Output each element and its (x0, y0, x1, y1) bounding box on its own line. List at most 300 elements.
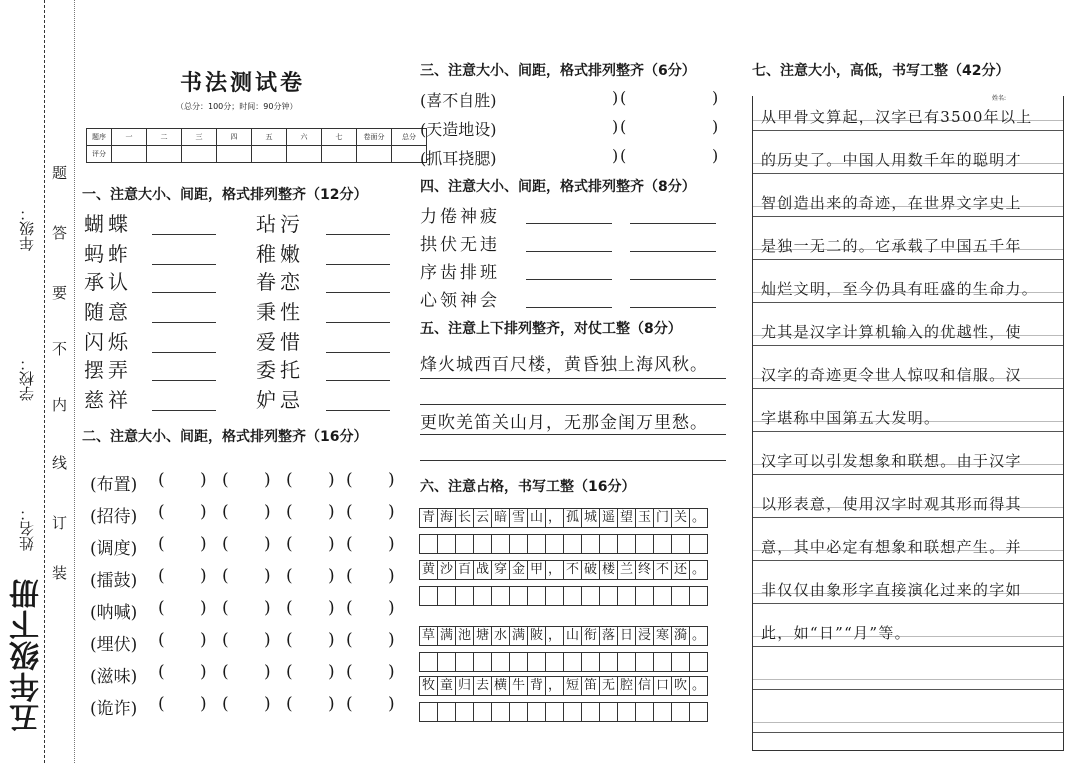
paren-close: ) (328, 566, 335, 586)
section4-word: 拱伏无违 (420, 235, 500, 255)
score-table-score-row (87, 146, 427, 163)
grid-cell: 城 (581, 508, 600, 528)
grid-cell-empty (653, 534, 672, 554)
grid-cell-empty (563, 702, 582, 722)
grid-cell: 童 (437, 676, 456, 696)
section1-heading: 一、注意大小、间距，格式排列整齐（12分） (82, 187, 368, 203)
grid-cell-empty (653, 586, 672, 606)
answer-blank (152, 322, 216, 323)
character-grid-row (420, 676, 708, 696)
character-grid-row (420, 626, 708, 646)
paren-close: ) (712, 146, 719, 165)
answer-blank (526, 223, 612, 224)
character-grid-row-empty (420, 534, 708, 554)
grid-cell-empty (617, 702, 636, 722)
paper-rule (753, 517, 1063, 518)
grid-cell-empty (671, 652, 690, 672)
grid-cell-empty (563, 534, 582, 554)
score-table-cell (252, 146, 287, 163)
grid-cell-empty (491, 652, 510, 672)
grid-cell-empty (635, 586, 654, 606)
paper-rule (753, 560, 1063, 561)
grid-cell: 无 (599, 676, 618, 696)
grid-cell: 关 (671, 508, 690, 528)
class-label: 年级： (18, 206, 36, 251)
paren-close: ) (264, 630, 271, 650)
paren-close: ) (264, 598, 271, 618)
paren-open: ( (346, 502, 353, 522)
grid-cell-empty (545, 534, 564, 554)
grid-cell: 青 (419, 508, 438, 528)
grid-cell: 海 (437, 508, 456, 528)
grid-cell: 水 (491, 626, 510, 646)
grid-cell-empty (635, 652, 654, 672)
grid-cell: 百 (455, 560, 474, 580)
paren-open: ( (346, 694, 353, 714)
seal-char: 不 (52, 340, 68, 358)
score-table-cell: 总分 (392, 129, 427, 146)
answer-blank (152, 264, 216, 265)
answer-blank (326, 292, 390, 293)
paren-close: ) (200, 598, 207, 618)
paren-open: ( (620, 117, 627, 136)
grid-cell: 笛 (581, 676, 600, 696)
grid-cell: 雪 (509, 508, 528, 528)
score-table-cell: 二 (147, 129, 182, 146)
grid-cell-empty (653, 652, 672, 672)
grid-cell: 山 (527, 508, 546, 528)
paren-close: ) (200, 534, 207, 554)
score-table (86, 128, 427, 163)
grid-cell: 寒 (653, 626, 672, 646)
section2-word: (诡诈) (90, 699, 138, 719)
section2-word: (埋伏) (90, 635, 138, 655)
grid-cell: 去 (473, 676, 492, 696)
paper-rule (753, 474, 1063, 475)
paren-open: ( (286, 534, 293, 554)
answer-blank (152, 410, 216, 411)
grid-cell: 不 (563, 560, 582, 580)
paren-close: ) (388, 566, 395, 586)
grid-cell-empty (635, 534, 654, 554)
paren-close: ) (388, 598, 395, 618)
paren-close: ) (328, 598, 335, 618)
grid-cell: 归 (455, 676, 474, 696)
paren-close: ) (388, 534, 395, 554)
grid-cell: 暗 (491, 508, 510, 528)
grid-cell-empty (455, 702, 474, 722)
grid-cell-empty (527, 586, 546, 606)
section5-underline-4 (420, 460, 726, 461)
score-table-cell (217, 146, 252, 163)
paren-open: ( (222, 598, 229, 618)
grid-cell: ， (545, 508, 564, 528)
paren-close: ) (264, 566, 271, 586)
essay-line: 尤其是汉字计算机输入的优越性，使 (761, 323, 1022, 341)
paren-close: ) (200, 502, 207, 522)
paper-subrule (753, 722, 1063, 723)
essay-line: 是独一无二的。它承载了中国五千年 (761, 237, 1022, 255)
grid-cell-empty (509, 534, 528, 554)
grid-cell: 信 (635, 676, 654, 696)
paren-open: ( (286, 566, 293, 586)
score-table-cell: 一 (112, 129, 147, 146)
grid-cell: 短 (563, 676, 582, 696)
grid-cell: ， (545, 560, 564, 580)
grid-cell-empty (689, 702, 708, 722)
paper-rule (753, 431, 1063, 432)
paren-open: ( (158, 566, 165, 586)
grid-cell: 金 (509, 560, 528, 580)
paren-close: ) (264, 694, 271, 714)
paren-close: ) (612, 88, 619, 107)
grid-cell-empty (419, 652, 438, 672)
grid-cell-empty (527, 652, 546, 672)
paren-open: ( (346, 470, 353, 490)
paren-close: ) (328, 470, 335, 490)
grid-cell-empty (509, 586, 528, 606)
grid-cell-empty (617, 534, 636, 554)
paren-open: ( (286, 502, 293, 522)
grid-cell-empty (581, 586, 600, 606)
section5-heading: 五、注意上下排列整齐，对仗工整（8分） (420, 321, 682, 337)
score-table-header-row (87, 129, 427, 146)
section1-word-right: 委托 (256, 358, 304, 382)
paren-open: ( (620, 88, 627, 107)
grid-cell-empty (419, 702, 438, 722)
grid-cell: 楼 (599, 560, 618, 580)
answer-blank (630, 251, 716, 252)
score-table-cell (147, 146, 182, 163)
grid-cell: 门 (653, 508, 672, 528)
grid-cell: 。 (689, 508, 708, 528)
score-table-cell: 七 (322, 129, 357, 146)
grid-cell-empty (527, 534, 546, 554)
section1-word-left: 承认 (84, 270, 132, 294)
character-grid-row (420, 560, 708, 580)
section3-heading: 三、注意大小、间距，格式排列整齐（6分） (420, 63, 696, 79)
essay-line: 意，其中必定有想象和联想产生。并 (761, 538, 1022, 556)
grid-cell-empty (455, 534, 474, 554)
grid-cell: 还 (671, 560, 690, 580)
paper-rule (753, 603, 1063, 604)
grid-cell: 战 (473, 560, 492, 580)
score-table-cell: 题序 (87, 129, 112, 146)
section2-word: (布置) (90, 475, 138, 495)
answer-blank (526, 251, 612, 252)
grid-cell-empty (563, 586, 582, 606)
paren-close: ) (264, 662, 271, 682)
paren-close: ) (200, 630, 207, 650)
section2-row (90, 598, 400, 623)
grid-cell: 兰 (617, 560, 636, 580)
grid-cell-empty (473, 702, 492, 722)
essay-line: 的历史了。中国人用数千年的聪明才 (761, 151, 1022, 169)
grid-cell-empty (473, 652, 492, 672)
grid-cell-empty (455, 586, 474, 606)
grid-cell-empty (473, 534, 492, 554)
grid-cell: 甲 (527, 560, 546, 580)
paren-close: ) (328, 534, 335, 554)
section1-word-right: 眷恋 (256, 270, 304, 294)
essay-line: 智创造出来的奇迹，在世界文字史上 (761, 194, 1022, 212)
section3-word: (天造地设) (420, 120, 497, 139)
paren-close: ) (328, 630, 335, 650)
grid-cell-empty (599, 586, 618, 606)
paren-close: ) (712, 88, 719, 107)
essay-line: 汉字可以引发想象和联想。由于汉字 (761, 452, 1022, 470)
section2-word: (擂鼓) (90, 571, 138, 591)
grid-cell-empty (617, 586, 636, 606)
seal-char: 线 (52, 454, 68, 472)
paren-open: ( (346, 630, 353, 650)
grid-cell: 满 (437, 626, 456, 646)
paren-open: ( (222, 662, 229, 682)
section2-word: (招待) (90, 507, 138, 527)
section3-row (420, 117, 730, 139)
paper-rule (753, 689, 1063, 690)
paren-open: ( (346, 598, 353, 618)
seal-char: 内 (52, 396, 68, 414)
grid-cell: 长 (455, 508, 474, 528)
score-table-cell: 评分 (87, 146, 112, 163)
paren-close: ) (328, 662, 335, 682)
answer-blank (152, 380, 216, 381)
seal-char: 装 (52, 564, 68, 582)
answer-blank (152, 234, 216, 235)
section7-heading: 七、注意大小，高低，书写工整（42分） (752, 63, 1010, 79)
paren-open: ( (158, 502, 165, 522)
grid-cell: 。 (689, 626, 708, 646)
paren-open: ( (286, 694, 293, 714)
grid-cell: 玉 (635, 508, 654, 528)
paren-close: ) (264, 534, 271, 554)
grid-cell: 穿 (491, 560, 510, 580)
grid-cell: 沙 (437, 560, 456, 580)
paren-close: ) (264, 502, 271, 522)
answer-blank (630, 223, 716, 224)
grid-cell-empty (437, 652, 456, 672)
seal-char: 订 (52, 514, 68, 532)
section3-row (420, 88, 730, 110)
grid-cell-empty (545, 586, 564, 606)
answer-blank (326, 234, 390, 235)
grid-cell: 口 (653, 676, 672, 696)
section2-row (90, 470, 400, 495)
section5-underline-3 (420, 434, 726, 435)
grid-cell: 孤 (563, 508, 582, 528)
grid-cell: 不 (653, 560, 672, 580)
section2-word: (呐喊) (90, 603, 138, 623)
grid-cell-empty (509, 702, 528, 722)
paren-open: ( (222, 694, 229, 714)
grid-cell: 终 (635, 560, 654, 580)
grid-cell-empty (491, 702, 510, 722)
section2-row (90, 662, 400, 687)
score-table-cell: 三 (182, 129, 217, 146)
paren-open: ( (222, 630, 229, 650)
score-table-cell: 卷面分 (357, 129, 392, 146)
answer-blank (326, 380, 390, 381)
seal-char: 题 (52, 164, 68, 182)
section1-word-right: 秉性 (256, 300, 304, 324)
section1-word-left: 随意 (84, 300, 132, 324)
grid-cell-empty (419, 534, 438, 554)
grid-cell-empty (509, 652, 528, 672)
grid-cell-empty (671, 586, 690, 606)
grid-cell-empty (581, 652, 600, 672)
grid-cell-empty (599, 652, 618, 672)
grid-cell-empty (599, 702, 618, 722)
paper-rule (753, 173, 1063, 174)
seal-char: 要 (52, 284, 68, 302)
paren-open: ( (346, 566, 353, 586)
answer-blank (152, 352, 216, 353)
section4-word: 心领神会 (420, 291, 500, 311)
paper-subrule (753, 679, 1063, 680)
character-grid-row (420, 508, 708, 528)
grid-cell: 。 (689, 676, 708, 696)
grid-cell-empty (455, 652, 474, 672)
score-table-cell: 四 (217, 129, 252, 146)
section4-heading: 四、注意大小、间距，格式排列整齐（8分） (420, 179, 696, 195)
section1-word-left: 蚂蚱 (84, 242, 132, 266)
paren-close: ) (200, 662, 207, 682)
paper-rule (753, 216, 1063, 217)
section2-row (90, 534, 400, 559)
grid-cell-empty (689, 586, 708, 606)
section2-row (90, 502, 400, 527)
grid-cell-empty (473, 586, 492, 606)
score-table-cell: 六 (287, 129, 322, 146)
grid-cell: 牛 (509, 676, 528, 696)
essay-line: 此，如“日”“月”等。 (761, 624, 911, 642)
section2-word: (调度) (90, 539, 138, 559)
score-table-cell: 五 (252, 129, 287, 146)
grid-cell: 落 (599, 626, 618, 646)
paren-close: ) (388, 662, 395, 682)
paper-rule (753, 259, 1063, 260)
grid-cell-empty (437, 586, 456, 606)
grid-cell-empty (527, 702, 546, 722)
paren-close: ) (388, 470, 395, 490)
grid-cell: 满 (509, 626, 528, 646)
paper-rule (753, 302, 1063, 303)
paper-rule (753, 732, 1063, 733)
paren-close: ) (328, 502, 335, 522)
paren-open: ( (222, 470, 229, 490)
section2-row (90, 566, 400, 591)
paren-close: ) (200, 470, 207, 490)
grid-cell: 塘 (473, 626, 492, 646)
paren-close: ) (200, 566, 207, 586)
score-table-cell (322, 146, 357, 163)
character-grid-row-empty (420, 702, 708, 722)
section1-word-left: 摆弄 (84, 358, 132, 382)
essay-line: 字堪称中国第五大发明。 (761, 409, 941, 427)
section3-row (420, 146, 730, 168)
grid-cell: 漪 (671, 626, 690, 646)
paren-close: ) (712, 117, 719, 136)
exam-subtitle: （总分：100分；时间：90分钟） (176, 102, 298, 111)
paren-open: ( (346, 534, 353, 554)
grid-cell-empty (599, 534, 618, 554)
paren-open: ( (158, 630, 165, 650)
section1-word-right: 玷污 (256, 212, 304, 236)
section3-word: (喜不自胜) (420, 91, 497, 110)
school-label: 学校： (18, 356, 36, 401)
grid-cell-empty (689, 652, 708, 672)
exam-title: 书法测试卷 (180, 71, 306, 96)
grid-cell: 云 (473, 508, 492, 528)
grid-cell-empty (545, 652, 564, 672)
paper-rule (753, 388, 1063, 389)
answer-blank (326, 352, 390, 353)
grid-cell-empty (617, 652, 636, 672)
section4-word: 序齿排班 (420, 263, 500, 283)
grid-cell: 黄 (419, 560, 438, 580)
essay-line: 从甲骨文算起，汉字已有3500年以上 (761, 108, 1033, 126)
character-grid-row-empty (420, 586, 708, 606)
section5-underline-2 (420, 404, 726, 405)
grid-cell-empty (437, 702, 456, 722)
grid-cell-empty (545, 702, 564, 722)
essay-line: 以形表意，使用汉字时观其形而得其 (761, 495, 1022, 513)
grid-cell: 浸 (635, 626, 654, 646)
paren-open: ( (222, 534, 229, 554)
answer-blank (152, 292, 216, 293)
section2-heading: 二、注意大小、间距，格式排列整齐（16分） (82, 429, 368, 445)
section6-heading: 六、注意占格，书写工整（16分） (420, 479, 636, 495)
grid-cell-empty (671, 534, 690, 554)
grid-cell-empty (563, 652, 582, 672)
grid-cell: 草 (419, 626, 438, 646)
section5-line-2: 更吹羌笛关山月，无那金闺万里愁。 (420, 413, 708, 433)
grid-cell-empty (581, 702, 600, 722)
grid-cell: 腔 (617, 676, 636, 696)
grid-cell: 遥 (599, 508, 618, 528)
essay-line: 灿烂文明，至今仍具有旺盛的生命力。 (761, 280, 1039, 298)
grid-cell: 横 (491, 676, 510, 696)
section1-word-left: 慈祥 (84, 388, 132, 412)
answer-blank (326, 410, 390, 411)
section1-word-left: 闪烁 (84, 330, 132, 354)
section1-word-right: 爱惜 (256, 330, 304, 354)
binding-seal-line (44, 0, 45, 763)
paren-open: ( (158, 662, 165, 682)
paren-open: ( (346, 662, 353, 682)
grid-cell: 陂 (527, 626, 546, 646)
character-grid-row-empty (420, 652, 708, 672)
grid-cell: ， (545, 676, 564, 696)
answer-blank (326, 322, 390, 323)
paren-open: ( (158, 694, 165, 714)
grid-cell-empty (689, 534, 708, 554)
grid-cell-empty (635, 702, 654, 722)
grid-cell-empty (419, 586, 438, 606)
section1-word-right: 稚嫩 (256, 242, 304, 266)
paren-close: ) (612, 146, 619, 165)
paren-open: ( (286, 630, 293, 650)
paper-rule (753, 646, 1063, 647)
section1-word-right: 妒忌 (256, 388, 304, 412)
grid-cell: 牧 (419, 676, 438, 696)
score-table-cell (357, 146, 392, 163)
paren-close: ) (388, 502, 395, 522)
score-table-cell (287, 146, 322, 163)
grid-cell-empty (671, 702, 690, 722)
paren-open: ( (286, 470, 293, 490)
